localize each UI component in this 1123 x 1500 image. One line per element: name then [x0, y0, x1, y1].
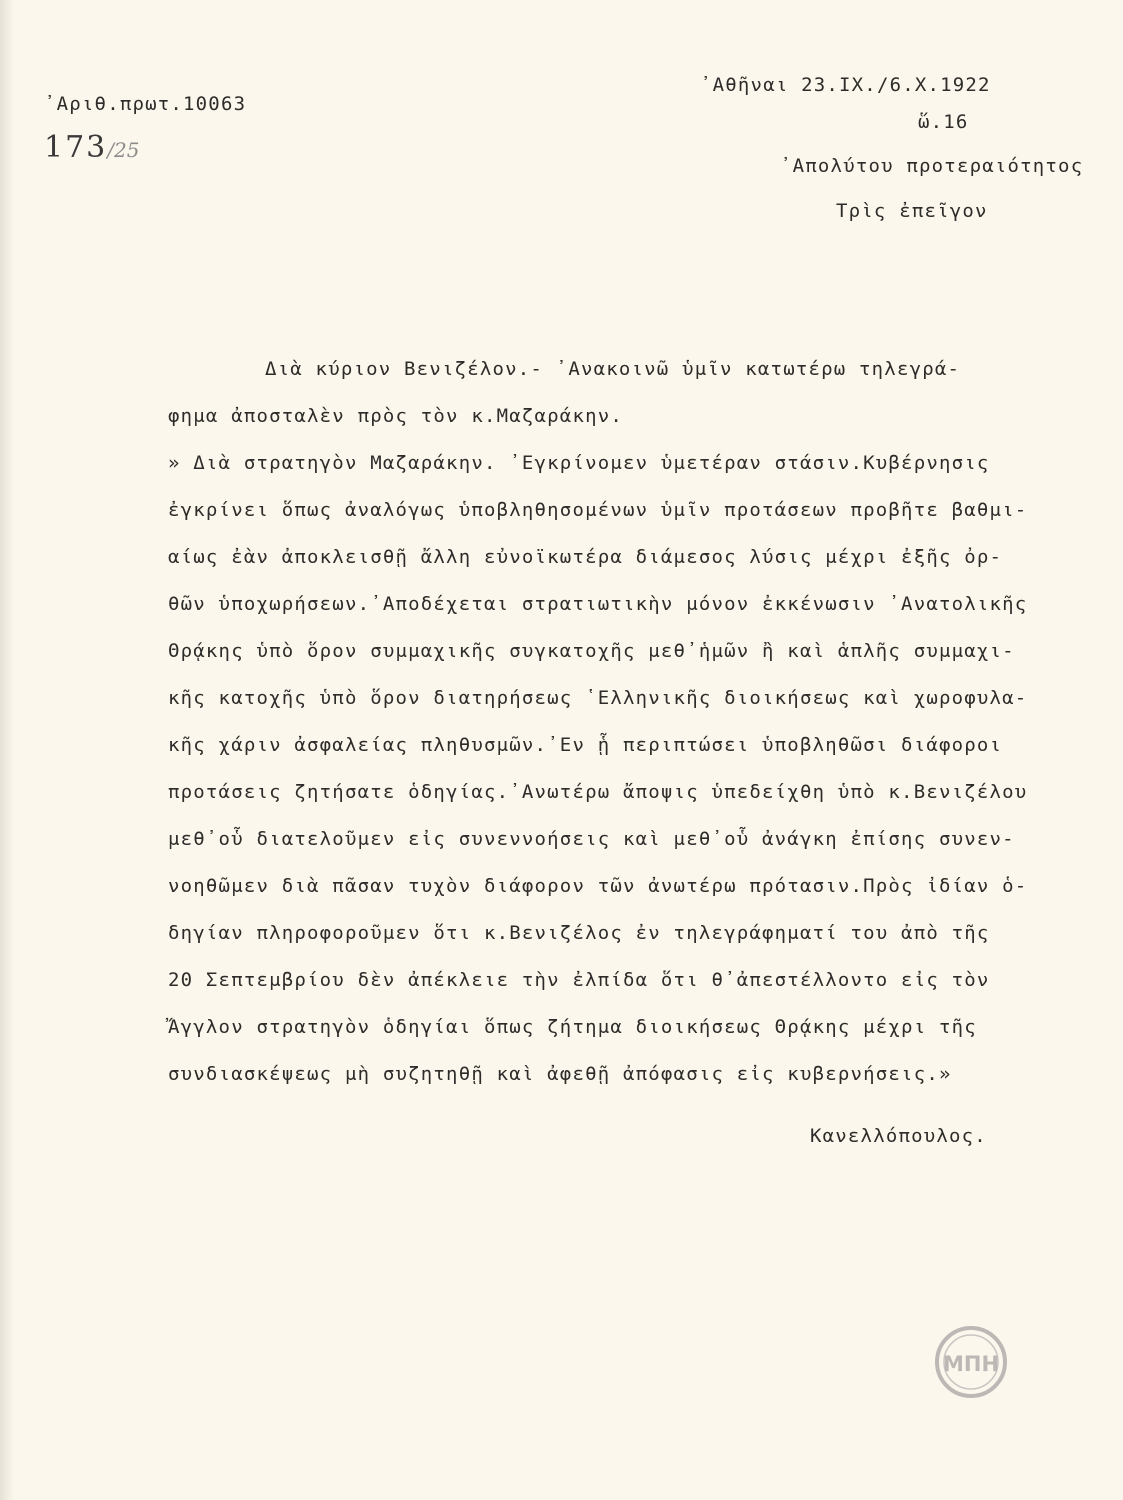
body-line: θῶν ὑποχωρήσεων.᾽Αποδέχεται στρατιωτικὴν μόνον ἐκκένωσιν ᾽Ανατολικῆς	[168, 593, 1028, 615]
body-line: 20 Σεπτεμβρίου δὲν ἀπέκλειε τὴν ἐλπίδα ὅτι θ᾽ἀπεστέλλοντο εἰς τὸν	[168, 969, 990, 991]
body-line: Ἄγγλον στρατηγὸν ὁδηγίαι ὅπως ζήτημα διοικήσεως Θρᾴκης μέχρι τῆς	[168, 1016, 977, 1038]
protocol-number: ᾽Αριθ.πρωτ.10063	[44, 93, 247, 115]
body-line: κῆς χάριν ἀσφαλείας πληθυσμῶν.᾽Εν ᾗ περιπτώσει ὑποβληθῶσι διάφοροι	[168, 734, 1003, 756]
archive-number-sub: /25	[107, 138, 140, 162]
body-line: Διὰ κύριον Βενιζέλον.- ᾽Ανακοινῶ ὑμῖν κατωτέρω τηλεγρά-	[265, 358, 961, 380]
archive-stamp-icon	[934, 1325, 1008, 1399]
body-line: μεθ᾽οὗ διατελοῦμεν εἰς συνεννοήσεις καὶ μεθ᾽οὗ ἀνάγκη ἐπίσης συνεν-	[168, 828, 1015, 850]
archive-number	[44, 130, 140, 165]
priority-label: ᾽Απολύτου προτεραιότητος	[780, 155, 1084, 177]
body-line: φημα ἀποσταλὲν πρὸς τὸν κ.Μαζαράκην.	[168, 405, 624, 427]
body-line: δηγίαν πληροφοροῦμεν ὅτι κ.Βενιζέλος ἐν τηλεγράφηματί του ἀπὸ τῆς	[168, 922, 990, 944]
body-line: » Διὰ στρατηγὸν Μαζαράκην. ᾽Εγκρίνομεν ὑμετέραν στάσιν.Κυβέρνησις	[168, 452, 990, 474]
body-line: συνδιασκέψεως μὴ συζητηθῇ καὶ ἀφεθῇ ἀπόφασις εἰς κυβερνήσεις.»	[168, 1063, 952, 1085]
scan-edge	[0, 0, 14, 1500]
telegram-body	[168, 354, 1118, 1106]
archive-number-main: 173	[44, 130, 108, 165]
hour: ὥ.16	[918, 111, 969, 133]
body-line: Θρᾴκης ὑπὸ ὅρον συμμαχικῆς συγκατοχῆς μεθ᾽ἡμῶν ἢ καὶ ἁπλῆς συμμαχι-	[168, 640, 1015, 662]
place-date: ᾽Αθῆναι 23.IX./6.X.1922	[700, 74, 991, 96]
body-line: αίως ἐὰν ἀποκλεισθῇ ἄλλη εὐνοϊκωτέρα διάμεσος λύσις μέχρι ἐξῆς ὀρ-	[168, 546, 1003, 568]
urgency-label: Τρὶς ἐπεῖγον	[836, 200, 988, 222]
stamp-text: ΜΠΗ	[942, 1352, 1000, 1376]
body-line: προτάσεις ζητήσατε ὁδηγίας.᾽Ανωτέρω ἄποψις ὑπεδείχθη ὑπὸ κ.Βενιζέλου	[168, 781, 1028, 803]
signature: Κανελλόπουλος.	[810, 1125, 987, 1147]
body-line: ἐγκρίνει ὅπως ἀναλόγως ὑποβληθησομένων ὑμῖν προτάσεων προβῆτε βαθμι-	[168, 499, 1028, 521]
body-line: νοηθῶμεν διὰ πᾶσαν τυχὸν διάφορον τῶν ἀνωτέρω πρότασιν.Πρὸς ἰδίαν ὁ-	[168, 875, 1028, 897]
body-line: κῆς κατοχῆς ὑπὸ ὅρον διατηρήσεως ῾Ελληνικῆς διοικήσεως καὶ χωροφυλα-	[168, 687, 1028, 709]
